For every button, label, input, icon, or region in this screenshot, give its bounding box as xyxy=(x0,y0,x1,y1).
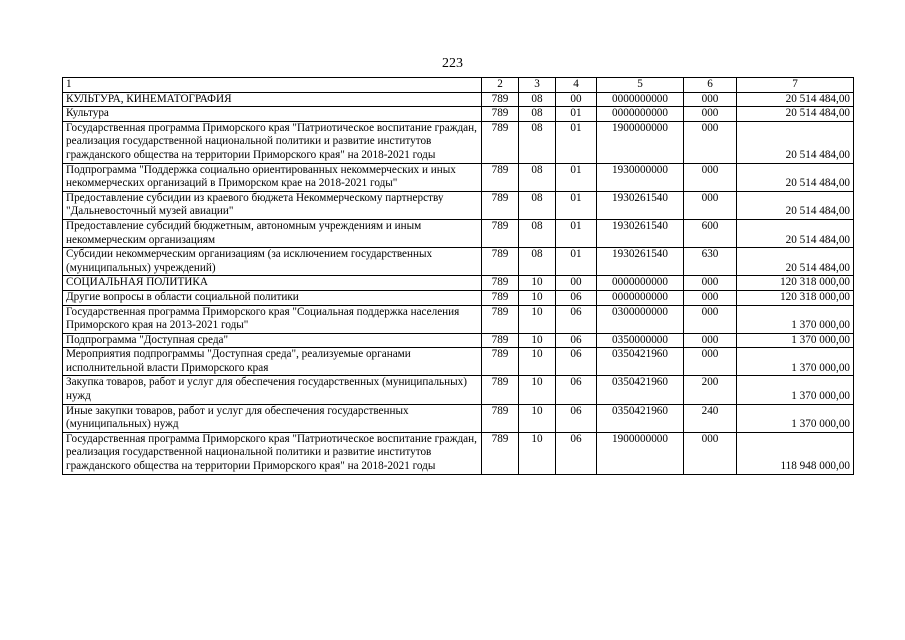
row-name-cell: Субсидии некоммерческим организациям (за исключением государственных (муниципальных) учреждений) xyxy=(63,248,482,276)
row-section-cell: 08 xyxy=(519,121,556,163)
row-code-cell: 789 xyxy=(482,276,519,291)
row-name-cell: Иные закупки товаров, работ и услуг для обеспечения государственных (муниципальных) нужд xyxy=(63,404,482,432)
row-name-cell: Культура xyxy=(63,107,482,122)
row-subsection-cell: 06 xyxy=(556,404,597,432)
row-amount-cell: 20 514 484,00 xyxy=(737,191,854,219)
table-row xyxy=(63,305,854,333)
table-row xyxy=(63,219,854,247)
row-subsection-cell: 01 xyxy=(556,121,597,163)
row-amount-cell: 1 370 000,00 xyxy=(737,348,854,376)
row-target-cell: 1900000000 xyxy=(597,121,684,163)
row-name-cell: Другие вопросы в области социальной политики xyxy=(63,290,482,305)
row-target-cell: 0000000000 xyxy=(597,290,684,305)
row-amount-cell: 1 370 000,00 xyxy=(737,376,854,404)
row-target-cell: 0300000000 xyxy=(597,305,684,333)
row-target-cell: 0350421960 xyxy=(597,404,684,432)
table-row xyxy=(63,404,854,432)
row-code-cell: 789 xyxy=(482,191,519,219)
row-section-cell: 08 xyxy=(519,107,556,122)
table-row xyxy=(63,376,854,404)
row-code-cell: 789 xyxy=(482,107,519,122)
row-name-cell: Закупка товаров, работ и услуг для обеспечения государственных (муниципальных) нужд xyxy=(63,376,482,404)
row-amount-cell: 1 370 000,00 xyxy=(737,333,854,348)
table-row xyxy=(63,276,854,291)
row-target-cell: 1930261540 xyxy=(597,191,684,219)
row-type-cell: 000 xyxy=(684,348,737,376)
row-code-cell: 789 xyxy=(482,121,519,163)
table-row xyxy=(63,107,854,122)
row-subsection-cell: 06 xyxy=(556,290,597,305)
row-target-cell: 1930261540 xyxy=(597,248,684,276)
row-type-cell: 000 xyxy=(684,290,737,305)
row-code-cell: 789 xyxy=(482,290,519,305)
row-amount-cell: 20 514 484,00 xyxy=(737,219,854,247)
row-target-cell: 0000000000 xyxy=(597,92,684,107)
row-target-cell: 0350421960 xyxy=(597,348,684,376)
row-type-cell: 630 xyxy=(684,248,737,276)
row-subsection-cell: 00 xyxy=(556,92,597,107)
table-row xyxy=(63,248,854,276)
row-code-cell: 789 xyxy=(482,219,519,247)
row-target-cell: 0000000000 xyxy=(597,276,684,291)
row-type-cell: 600 xyxy=(684,219,737,247)
header-cell: 5 xyxy=(597,78,684,93)
row-name-cell: Государственная программа Приморского края "Патриотическое воспитание граждан, реализация государственной национальной политики и развитие институтов гражданского общества на территории Приморского края" на 2018-2021 годы xyxy=(63,432,482,474)
row-type-cell: 000 xyxy=(684,191,737,219)
row-code-cell: 789 xyxy=(482,305,519,333)
row-amount-cell: 20 514 484,00 xyxy=(737,121,854,163)
row-code-cell: 789 xyxy=(482,333,519,348)
row-amount-cell: 118 948 000,00 xyxy=(737,432,854,474)
row-code-cell: 789 xyxy=(482,432,519,474)
row-amount-cell: 20 514 484,00 xyxy=(737,163,854,191)
budget-table xyxy=(62,77,854,475)
row-section-cell: 10 xyxy=(519,348,556,376)
row-name-cell: КУЛЬТУРА, КИНЕМАТОГРАФИЯ xyxy=(63,92,482,107)
row-code-cell: 789 xyxy=(482,248,519,276)
row-subsection-cell: 00 xyxy=(556,276,597,291)
header-cell: 2 xyxy=(482,78,519,93)
row-section-cell: 10 xyxy=(519,404,556,432)
table-row xyxy=(63,92,854,107)
row-type-cell: 000 xyxy=(684,305,737,333)
row-amount-cell: 20 514 484,00 xyxy=(737,248,854,276)
row-target-cell: 0350000000 xyxy=(597,333,684,348)
table-row xyxy=(63,163,854,191)
row-type-cell: 000 xyxy=(684,333,737,348)
row-subsection-cell: 06 xyxy=(556,376,597,404)
row-section-cell: 10 xyxy=(519,276,556,291)
row-name-cell: СОЦИАЛЬНАЯ ПОЛИТИКА xyxy=(63,276,482,291)
row-target-cell: 0000000000 xyxy=(597,107,684,122)
row-amount-cell: 120 318 000,00 xyxy=(737,276,854,291)
row-code-cell: 789 xyxy=(482,348,519,376)
row-target-cell: 1900000000 xyxy=(597,432,684,474)
row-code-cell: 789 xyxy=(482,376,519,404)
row-subsection-cell: 06 xyxy=(556,333,597,348)
row-section-cell: 10 xyxy=(519,305,556,333)
row-target-cell: 0350421960 xyxy=(597,376,684,404)
row-section-cell: 10 xyxy=(519,376,556,404)
header-cell: 1 xyxy=(63,78,482,93)
row-type-cell: 000 xyxy=(684,276,737,291)
row-subsection-cell: 01 xyxy=(556,191,597,219)
page-number: 223 xyxy=(442,56,463,71)
row-type-cell: 000 xyxy=(684,107,737,122)
row-section-cell: 08 xyxy=(519,248,556,276)
table-row xyxy=(63,191,854,219)
row-code-cell: 789 xyxy=(482,92,519,107)
row-section-cell: 10 xyxy=(519,290,556,305)
row-target-cell: 1930261540 xyxy=(597,219,684,247)
row-type-cell: 000 xyxy=(684,121,737,163)
row-name-cell: Предоставление субсидии из краевого бюджета Некоммерческому партнерству "Дальневосточный музей авиации" xyxy=(63,191,482,219)
row-type-cell: 000 xyxy=(684,92,737,107)
row-type-cell: 000 xyxy=(684,163,737,191)
row-code-cell: 789 xyxy=(482,163,519,191)
row-section-cell: 08 xyxy=(519,219,556,247)
row-name-cell: Государственная программа Приморского края "Патриотическое воспитание граждан, реализация государственной национальной политики и развитие институтов гражданского общества на территории Приморского края" на 2018-2021 годы xyxy=(63,121,482,163)
row-type-cell: 200 xyxy=(684,376,737,404)
table-row xyxy=(63,121,854,163)
row-name-cell: Подпрограмма "Поддержка социально ориентированных некоммерческих и иных некоммерческих организаций в Приморском крае на 2018-2021 годы" xyxy=(63,163,482,191)
row-type-cell: 000 xyxy=(684,432,737,474)
row-section-cell: 08 xyxy=(519,163,556,191)
row-subsection-cell: 01 xyxy=(556,163,597,191)
row-subsection-cell: 01 xyxy=(556,107,597,122)
table-header-row xyxy=(63,78,854,93)
row-type-cell: 240 xyxy=(684,404,737,432)
header-cell: 6 xyxy=(684,78,737,93)
row-amount-cell: 20 514 484,00 xyxy=(737,92,854,107)
row-subsection-cell: 06 xyxy=(556,305,597,333)
row-section-cell: 10 xyxy=(519,432,556,474)
row-subsection-cell: 06 xyxy=(556,348,597,376)
header-cell: 3 xyxy=(519,78,556,93)
row-section-cell: 08 xyxy=(519,92,556,107)
table-row xyxy=(63,348,854,376)
row-amount-cell: 1 370 000,00 xyxy=(737,305,854,333)
table-row xyxy=(63,432,854,474)
row-name-cell: Предоставление субсидий бюджетным, автономным учреждениям и иным некоммерческим организациям xyxy=(63,219,482,247)
row-subsection-cell: 06 xyxy=(556,432,597,474)
row-target-cell: 1930000000 xyxy=(597,163,684,191)
row-amount-cell: 1 370 000,00 xyxy=(737,404,854,432)
row-name-cell: Государственная программа Приморского края "Социальная поддержка населения Приморского края на 2013-2021 годы" xyxy=(63,305,482,333)
row-code-cell: 789 xyxy=(482,404,519,432)
table-row xyxy=(63,333,854,348)
row-subsection-cell: 01 xyxy=(556,219,597,247)
row-section-cell: 08 xyxy=(519,191,556,219)
row-section-cell: 10 xyxy=(519,333,556,348)
header-cell: 7 xyxy=(737,78,854,93)
row-amount-cell: 20 514 484,00 xyxy=(737,107,854,122)
row-amount-cell: 120 318 000,00 xyxy=(737,290,854,305)
table-row xyxy=(63,290,854,305)
row-name-cell: Подпрограмма "Доступная среда" xyxy=(63,333,482,348)
row-name-cell: Мероприятия подпрограммы "Доступная среда", реализуемые органами исполнительной власти Приморского края xyxy=(63,348,482,376)
row-subsection-cell: 01 xyxy=(556,248,597,276)
header-cell: 4 xyxy=(556,78,597,93)
